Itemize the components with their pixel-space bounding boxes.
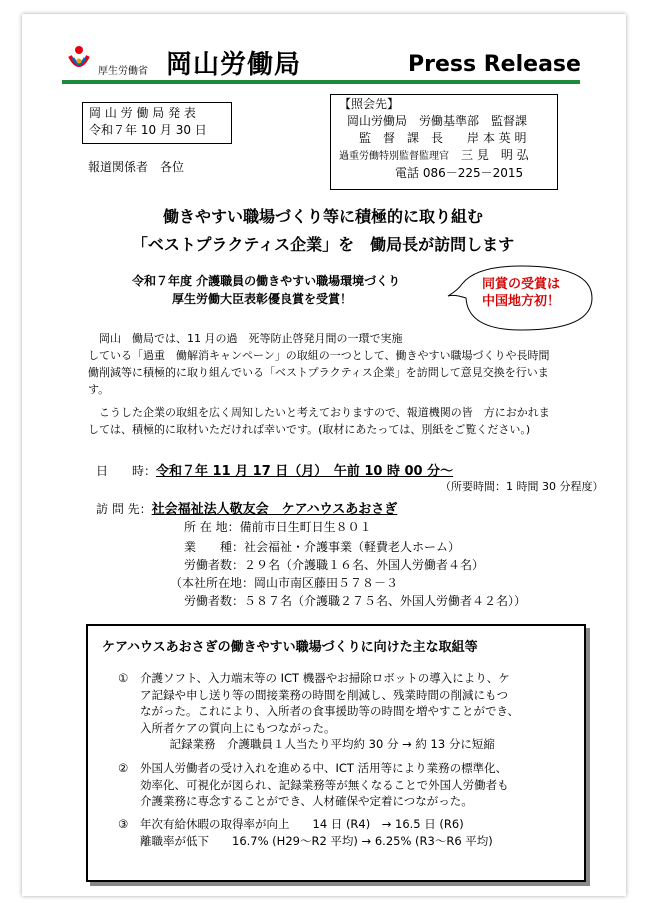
bubble-line1: 同賞の受賞は [481, 277, 560, 292]
item-line: 外国人労働者の受け入れを進める中、ICT 活用等により業務の標準化、 [140, 761, 508, 775]
intro-line: しては、積極的に取材いただければ幸いです。(取材にあたっては、別紙をご覧ください｡) [88, 423, 531, 436]
page-title-line1: 働きやすい職場づくり等に積極的に取り組む [162, 207, 483, 226]
contact-heading: 【照会先】 [339, 97, 400, 111]
item-line: 入所者ケアの質向上にもつながった。 [140, 720, 336, 735]
industry: 業 種：社会福祉・介護事業（軽費老人ホーム） [184, 540, 461, 554]
initiative-item-2 [118, 760, 578, 810]
item-line: 年次有給休暇の取得率が向上 14 日 (R4) → 16.5 日 (R6) [140, 817, 464, 831]
subtitle-line1: 令和７年度 介護職員の働きやすい職場環境づくり [132, 274, 401, 288]
item-line: 効率化、可視化が図られ、記録業務等が無くなることで外国人労働者も [140, 777, 509, 792]
press-release-label: Press Release [408, 52, 581, 77]
initiative-item-1 [118, 670, 578, 753]
item-line: ア記録や申し送り等の間接業務の時間を削減し、残業時間の削減にもつ [140, 687, 508, 702]
header-rule [62, 80, 580, 84]
visit-row [96, 498, 397, 517]
item-number: ③ [118, 817, 129, 831]
contact-chief: 監 督 課 長 岸 本 英 明 [359, 131, 527, 145]
visit-value: 社会福祉法人敬友会 ケアハウスあおさぎ [151, 502, 398, 517]
item-number: ① [118, 671, 129, 685]
intro-line: す。 [88, 383, 110, 396]
workers: 労働者数：２９名（介護職１６名、外国人労働者４名） [184, 558, 485, 572]
subtitle-line2: 厚生労働大臣表彰優良賞を受賞！ [172, 292, 353, 306]
issuer-line: 岡 山 労 働 局 発 表 [89, 106, 196, 120]
visit-label: 訪 問 先： [96, 502, 152, 516]
address: 所 在 地：備前市日生町日生８０１ [184, 520, 372, 534]
contact-box [330, 94, 558, 190]
initiative-item-3 [118, 816, 578, 849]
contact-tel: 電話 086－225－2015 [395, 166, 524, 180]
date-value: 令和７年 11 月 17 日（月） 午前 10 時 00 分～ [156, 464, 454, 479]
initiatives-panel [86, 624, 586, 882]
duration: （所要時間：1 時間 30 分程度） [440, 480, 604, 493]
contact-officer-title: 過重労働特別監督監理官 [339, 151, 449, 162]
hq-workers: 労働者数：５８７名（介護職２７５名、外国人労働者４２名）） [184, 594, 527, 608]
item-number: ② [118, 761, 129, 775]
bureau-name: 岡山労働局 [166, 50, 302, 80]
mhlw-logo-icon [64, 44, 94, 74]
item-line: 離職率が低下 16.7% (H29～R2 平均) → 6.25% (R3～R6 平均) [140, 833, 493, 848]
issuer-date: 令和７年 10 月 30 日 [89, 123, 207, 137]
item-line: 記録業務 介護職員１人当たり平均約 30 分 → 約 13 分に短縮 [158, 737, 495, 751]
intro-line: している「過重 働解消キャンペーン」の取組の一つとして、働きやすい職場づくりや長時間 [88, 349, 550, 362]
issuer-box [82, 102, 232, 144]
contact-officer-name: 三 見 明 弘 [461, 148, 529, 162]
contact-dept: 岡山労働局 労働基準部 監督課 [347, 114, 528, 128]
press-addressee: 報道関係者 各位 [88, 160, 185, 174]
intro-paragraph-2 [88, 404, 588, 438]
intro-line: 働削減等に積極的に取り組んでいる「ベストプラクティス企業」を訪問して意見交換を行いま [88, 366, 549, 379]
item-line: 介護業務に専念することができ、人材確保や定着につながった。 [140, 794, 473, 808]
intro-paragraph-1 [88, 330, 588, 398]
item-line: ながった。これにより、入所者の食事援助等の時間を増やすことができ、 [140, 704, 520, 718]
intro-line: 岡山 働局では、11 月の過 死等防止啓発月間の一環で実施 [88, 332, 403, 345]
ministry-name: 厚生労働省 [98, 66, 148, 77]
item-line: 介護ソフト、入力端末等の ICT 機器やお掃除ロボットの導入により、ケ [140, 671, 510, 685]
page-title-line2: 「ベストプラクティス企業」を 働局長が訪問します [131, 235, 515, 254]
date-row [96, 460, 453, 479]
date-label: 日 時： [96, 464, 157, 478]
intro-line: こうした企業の取組を広く周知したいと考えておりますので、報道機関の皆 方におかれま [88, 406, 550, 419]
bubble-line2: 中国地方初！ [481, 294, 560, 309]
award-bubble [446, 262, 596, 334]
hq-address: （本社所在地：岡山市南区藤田５７８－３ [170, 576, 399, 590]
initiatives-title: ケアハウスあおさぎの働きやすい職場づくりに向けた主な取組等 [102, 640, 478, 655]
